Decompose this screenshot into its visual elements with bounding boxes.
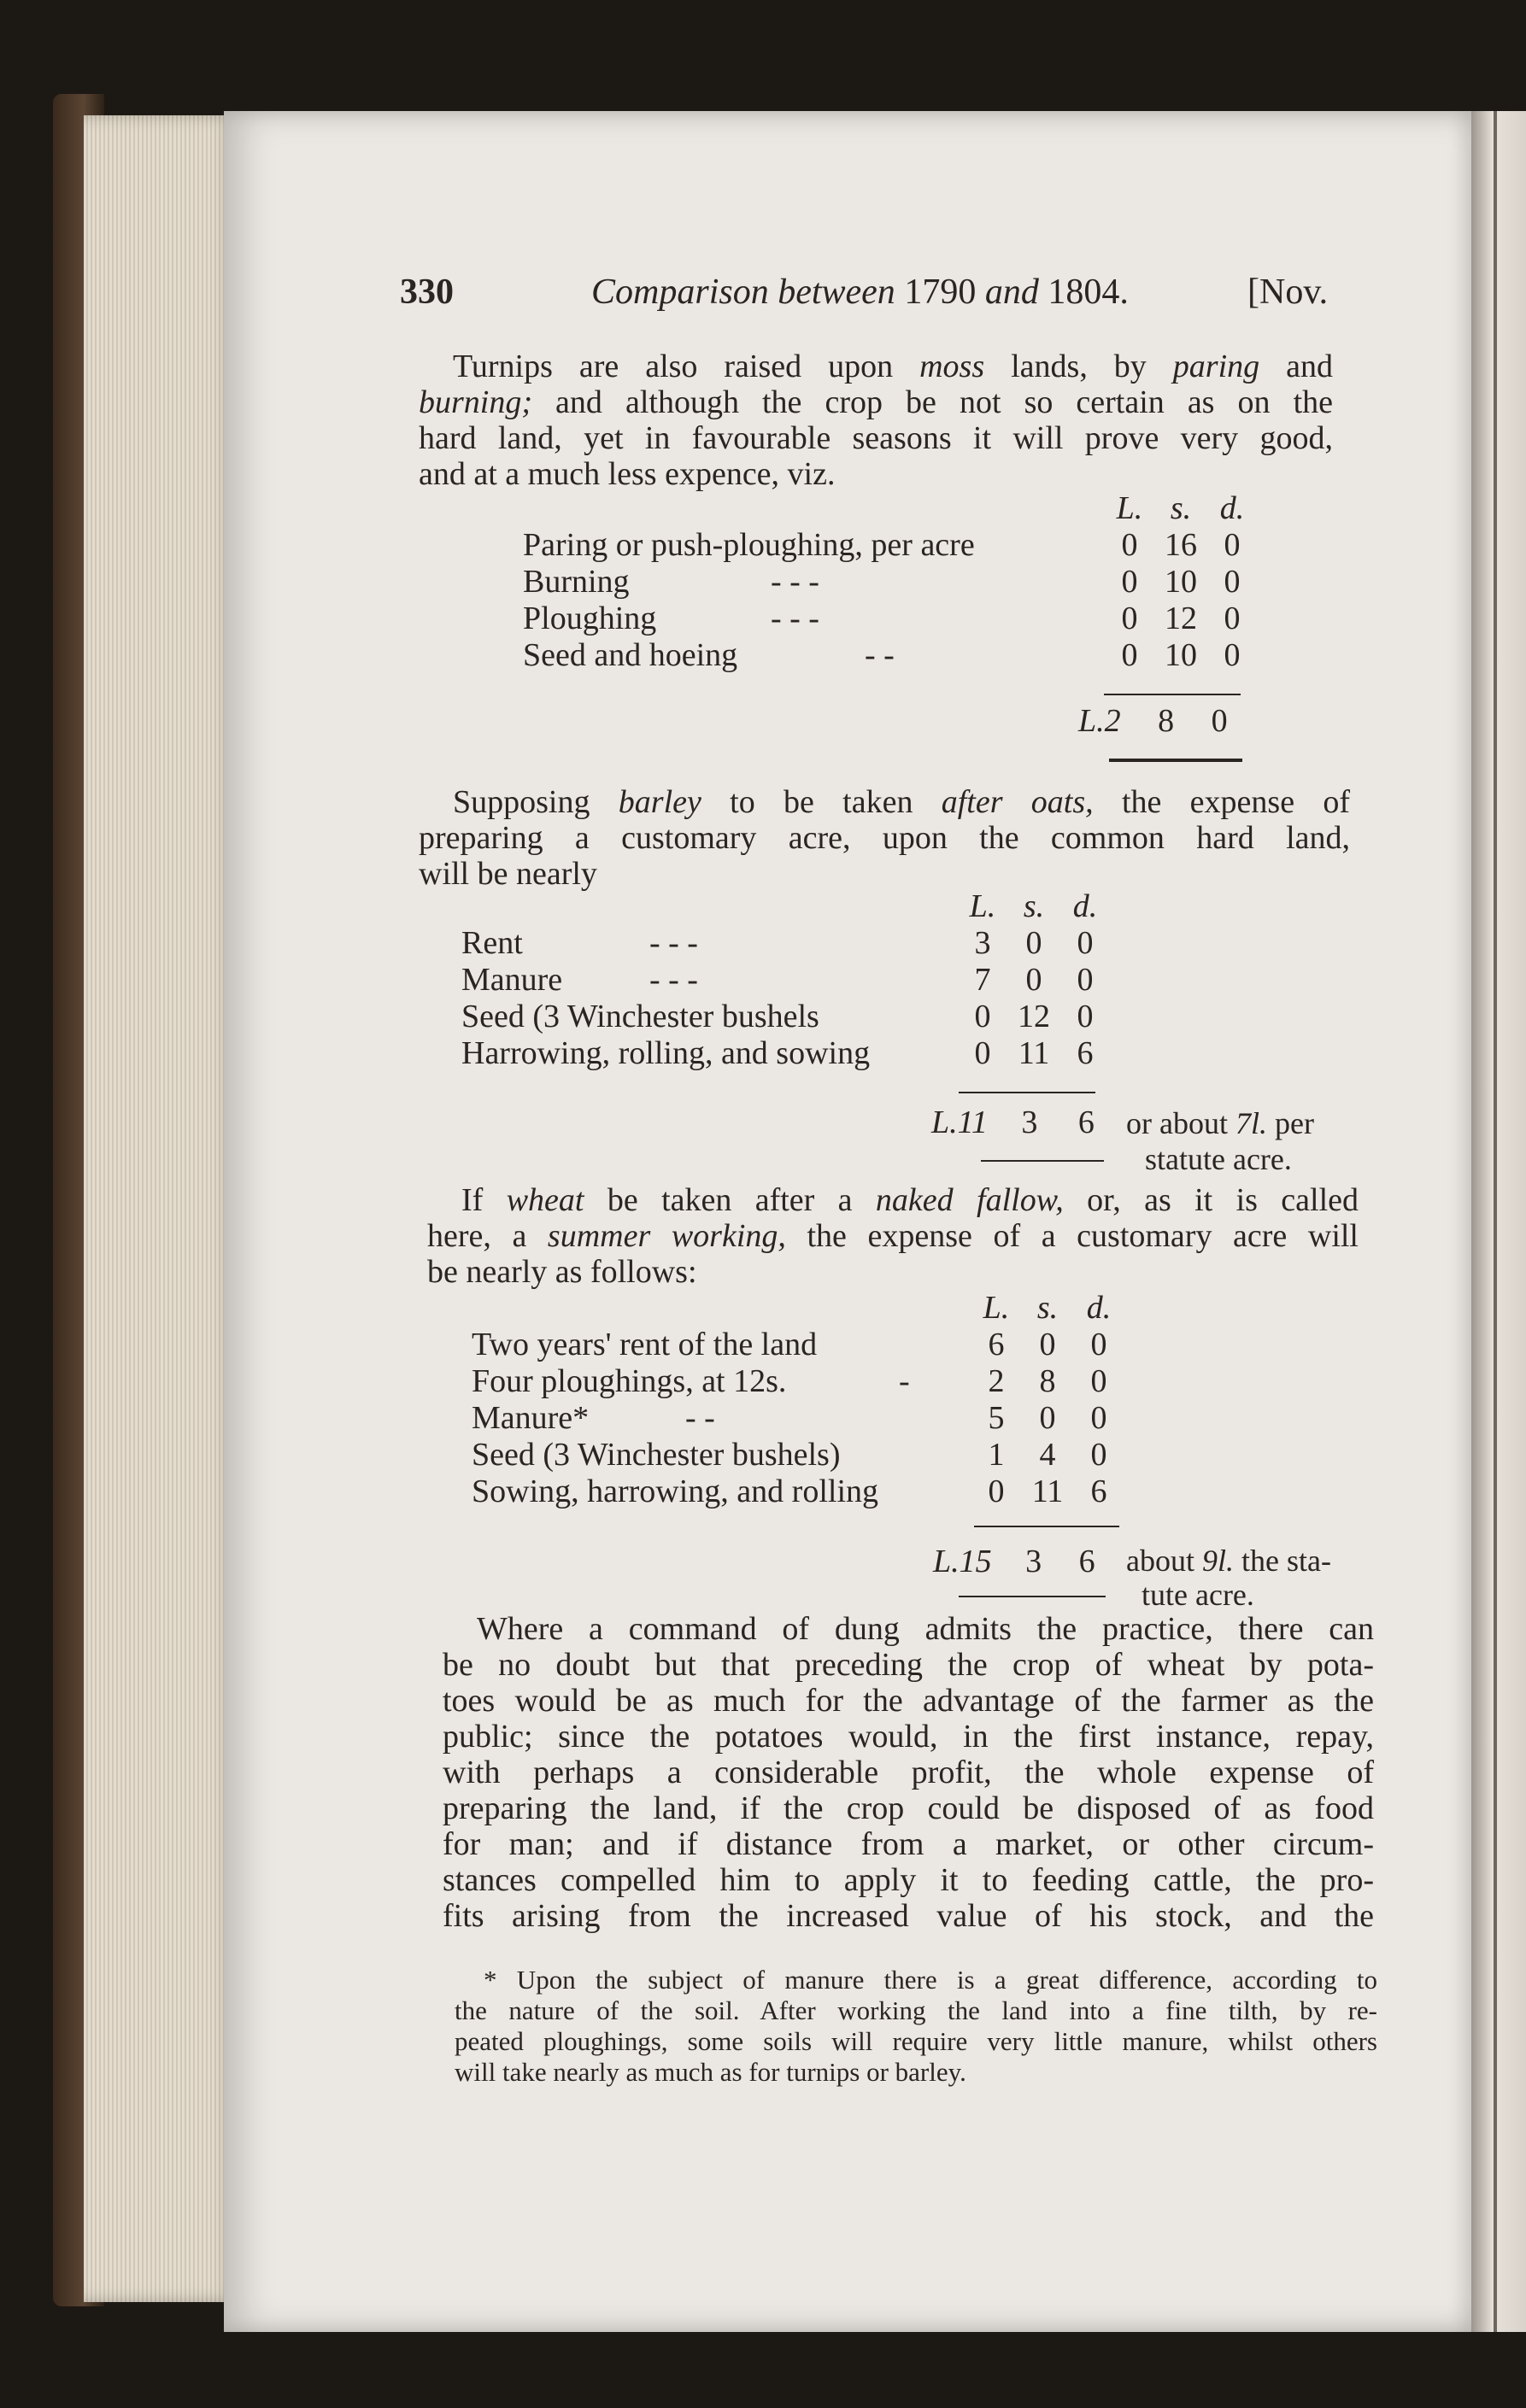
running-month: [Nov.: [1247, 272, 1329, 312]
row-leader-dashes: - - -: [771, 564, 819, 600]
row-label: Seed (3 Winchester bushels: [461, 999, 819, 1034]
total-pence: 6: [1077, 1104, 1095, 1140]
row-leader-dashes: - - -: [649, 925, 698, 961]
page-number: 330: [400, 272, 454, 312]
next-page-edge: [1471, 111, 1526, 2332]
footnote-line: * Upon the subject of manure there is a great difference, according to: [484, 1965, 1377, 1995]
text-line: Supposing barley to be taken after oats, the expense of: [453, 784, 1351, 820]
cell-shillings: 11: [1018, 1035, 1050, 1071]
cell-shillings: 4: [1039, 1437, 1056, 1473]
cell-shillings: 0: [1025, 925, 1042, 961]
total-double-rule: [959, 1596, 1106, 1597]
expense-table-turnips: [523, 490, 1258, 674]
total-pounds: L.15: [933, 1544, 992, 1579]
cell-shillings: 11: [1031, 1474, 1064, 1509]
row-label: Burning: [523, 564, 630, 600]
cell-pence: 0: [1090, 1400, 1107, 1436]
total-pence: 0: [1211, 703, 1228, 739]
total-pounds: L.11: [931, 1104, 988, 1140]
row-leader-dashes: - - -: [649, 962, 698, 998]
page-edges: [84, 115, 238, 2302]
cell-pence: 0: [1224, 601, 1241, 636]
acre-conversion-note-line2: tute acre.: [1142, 1578, 1254, 1612]
row-label: Rent: [461, 925, 523, 961]
cell-pounds: 2: [988, 1363, 1005, 1399]
sum-rule: [1104, 694, 1241, 695]
paragraph-barley: [419, 784, 1350, 892]
col-header-pounds: L.: [969, 888, 996, 924]
total-shillings: 8: [1158, 703, 1175, 739]
cell-shillings: 16: [1165, 527, 1197, 563]
text-line: for man; and if distance from a market, or other circum-: [443, 1826, 1374, 1862]
cell-pounds: 3: [974, 925, 991, 961]
col-header-pence: d.: [1072, 888, 1098, 924]
cell-pounds: 0: [988, 1474, 1005, 1509]
table-row: [461, 999, 1145, 1035]
text-line: will be nearly: [419, 856, 597, 892]
text-line: preparing the land, if the crop could be disposed of as food: [443, 1790, 1374, 1826]
cell-pounds: 0: [1121, 601, 1138, 636]
cell-shillings: 0: [1025, 962, 1042, 998]
table-total: [933, 1543, 1095, 1580]
col-header-shillings: s.: [1170, 490, 1192, 526]
total-pence: 6: [1078, 1544, 1095, 1579]
row-label: Manure: [461, 962, 563, 998]
table-row: [461, 962, 1145, 999]
row-leader-dashes: - -: [865, 637, 895, 673]
page-gutter-line: [1494, 111, 1497, 2332]
text-line: preparing a customary acre, upon the common hard land,: [419, 820, 1350, 856]
text-line: burning; and although the crop be not so certain as on the: [419, 384, 1333, 420]
table-row: [472, 1363, 1155, 1400]
total-shillings: 3: [1021, 1104, 1038, 1140]
acre-conversion-note: or about 7l. per: [1126, 1106, 1314, 1140]
cell-pence: 0: [1224, 564, 1241, 600]
footnote-line: will take nearly as much as for turnips or barley.: [455, 2057, 966, 2087]
total-double-rule: [1109, 759, 1242, 762]
col-header-shillings: s.: [1023, 888, 1045, 924]
text-line: hard land, yet in favourable seasons it will prove very good,: [419, 420, 1333, 456]
expense-table-barley: [461, 888, 1145, 1072]
text-line: with perhaps a considerable profit, the whole expense of: [443, 1755, 1374, 1790]
expense-table-wheat: [472, 1290, 1155, 1510]
row-label: Manure*: [472, 1400, 590, 1436]
total-double-rule: [981, 1160, 1104, 1162]
cell-shillings: 10: [1165, 564, 1197, 600]
table-header: [523, 490, 1258, 527]
col-header-shillings: s.: [1036, 1290, 1059, 1326]
table-row: [523, 564, 1258, 601]
cell-pence: 0: [1090, 1327, 1107, 1362]
cell-pence: 0: [1077, 925, 1094, 961]
cell-pounds: 0: [974, 999, 991, 1034]
cell-pence: 0: [1224, 637, 1241, 673]
cell-pounds: 0: [1121, 527, 1138, 563]
paragraph-wheat: [427, 1182, 1359, 1290]
table-header: [472, 1290, 1155, 1327]
col-header-pence: d.: [1219, 490, 1245, 526]
table-header: [461, 888, 1145, 925]
text-line: toes would be as much for the advantage of the farmer as the: [443, 1683, 1374, 1719]
cell-pence: 0: [1077, 962, 1094, 998]
cell-pence: 0: [1090, 1437, 1107, 1473]
footnote-line: the nature of the soil. After working the land into a fine tilth, by re-: [455, 1995, 1377, 2025]
table-row: [461, 1035, 1145, 1072]
row-label: Seed (3 Winchester bushels): [472, 1437, 841, 1473]
cell-pence: 6: [1077, 1035, 1094, 1071]
footnote: [455, 1965, 1377, 2088]
cell-pounds: 6: [988, 1327, 1005, 1362]
acre-conversion-note: about 9l. the sta-: [1126, 1544, 1331, 1578]
running-title: Comparison between 1790 and 1804.: [591, 272, 1129, 312]
row-label: Ploughing: [523, 601, 657, 636]
total-shillings: 3: [1025, 1544, 1042, 1579]
acre-conversion-note-line2: statute acre.: [1145, 1142, 1292, 1176]
col-header-pounds: L.: [983, 1290, 1010, 1326]
cell-shillings: 12: [1165, 601, 1197, 636]
cell-shillings: 8: [1039, 1363, 1056, 1399]
text-line: If wheat be taken after a naked fallow, or, as it is called: [461, 1182, 1359, 1218]
table-row: [523, 601, 1258, 637]
col-header-pounds: L.: [1116, 490, 1143, 526]
row-label: Seed and hoeing: [523, 637, 738, 673]
row-label: Harrowing, rolling, and sowing: [461, 1035, 871, 1071]
cell-shillings: 0: [1039, 1400, 1056, 1436]
cell-pounds: 0: [974, 1035, 991, 1071]
text-line: stances compelled him to apply it to feeding cattle, the pro-: [443, 1862, 1374, 1898]
cell-pounds: 7: [974, 962, 991, 998]
cell-pounds: 5: [988, 1400, 1005, 1436]
cell-shillings: 0: [1039, 1327, 1056, 1362]
row-label: Sowing, harrowing, and rolling: [472, 1474, 879, 1509]
col-header-pence: d.: [1086, 1290, 1112, 1326]
paragraph-potatoes: [443, 1611, 1374, 1934]
footnote-line: peated ploughings, some soils will require very little manure, whilst others: [455, 2026, 1377, 2056]
row-label: Four ploughings, at 12s.: [472, 1363, 787, 1399]
table-total: [931, 1104, 1095, 1141]
row-leader-dashes: - - -: [771, 601, 819, 636]
text-line: be nearly as follows:: [427, 1254, 697, 1290]
text-line: fits arising from the increased value of his stock, and the: [443, 1898, 1374, 1934]
table-row: [523, 637, 1258, 674]
table-row: [472, 1327, 1155, 1363]
text-line: Where a command of dung admits the practice, there can: [477, 1611, 1374, 1647]
cell-pence: 0: [1077, 999, 1094, 1034]
cell-pence: 0: [1224, 527, 1241, 563]
table-row: [523, 527, 1258, 564]
table-row: [472, 1437, 1155, 1474]
cell-pence: 6: [1090, 1474, 1107, 1509]
table-row: [461, 925, 1145, 962]
table-total: [1078, 702, 1228, 740]
text-line: and at a much less expence, viz.: [419, 456, 836, 492]
paragraph-turnips: [419, 349, 1333, 492]
cell-pence: 0: [1090, 1363, 1107, 1399]
row-label: Paring or push-ploughing, per acre: [523, 527, 975, 563]
text-line: be no doubt but that preceding the crop of wheat by pota-: [443, 1647, 1374, 1683]
text-line: here, a summer working, the expense of a customary acre will: [427, 1218, 1359, 1254]
sum-rule: [974, 1526, 1119, 1527]
text-line: public; since the potatoes would, in the first instance, repay,: [443, 1719, 1374, 1755]
cell-pounds: 1: [988, 1437, 1005, 1473]
table-row: [472, 1474, 1155, 1510]
cell-pounds: 0: [1121, 564, 1138, 600]
row-label: Two years' rent of the land: [472, 1327, 818, 1362]
sum-rule: [959, 1092, 1095, 1093]
cell-shillings: 12: [1018, 999, 1050, 1034]
text-line: Turnips are also raised upon moss lands, by paring and: [453, 349, 1333, 384]
table-row: [472, 1400, 1155, 1437]
row-leader-dashes: -: [899, 1363, 910, 1399]
total-pounds: L.2: [1078, 703, 1121, 739]
row-leader-dashes: - -: [685, 1400, 715, 1436]
cell-shillings: 10: [1165, 637, 1197, 673]
cell-pounds: 0: [1121, 637, 1138, 673]
